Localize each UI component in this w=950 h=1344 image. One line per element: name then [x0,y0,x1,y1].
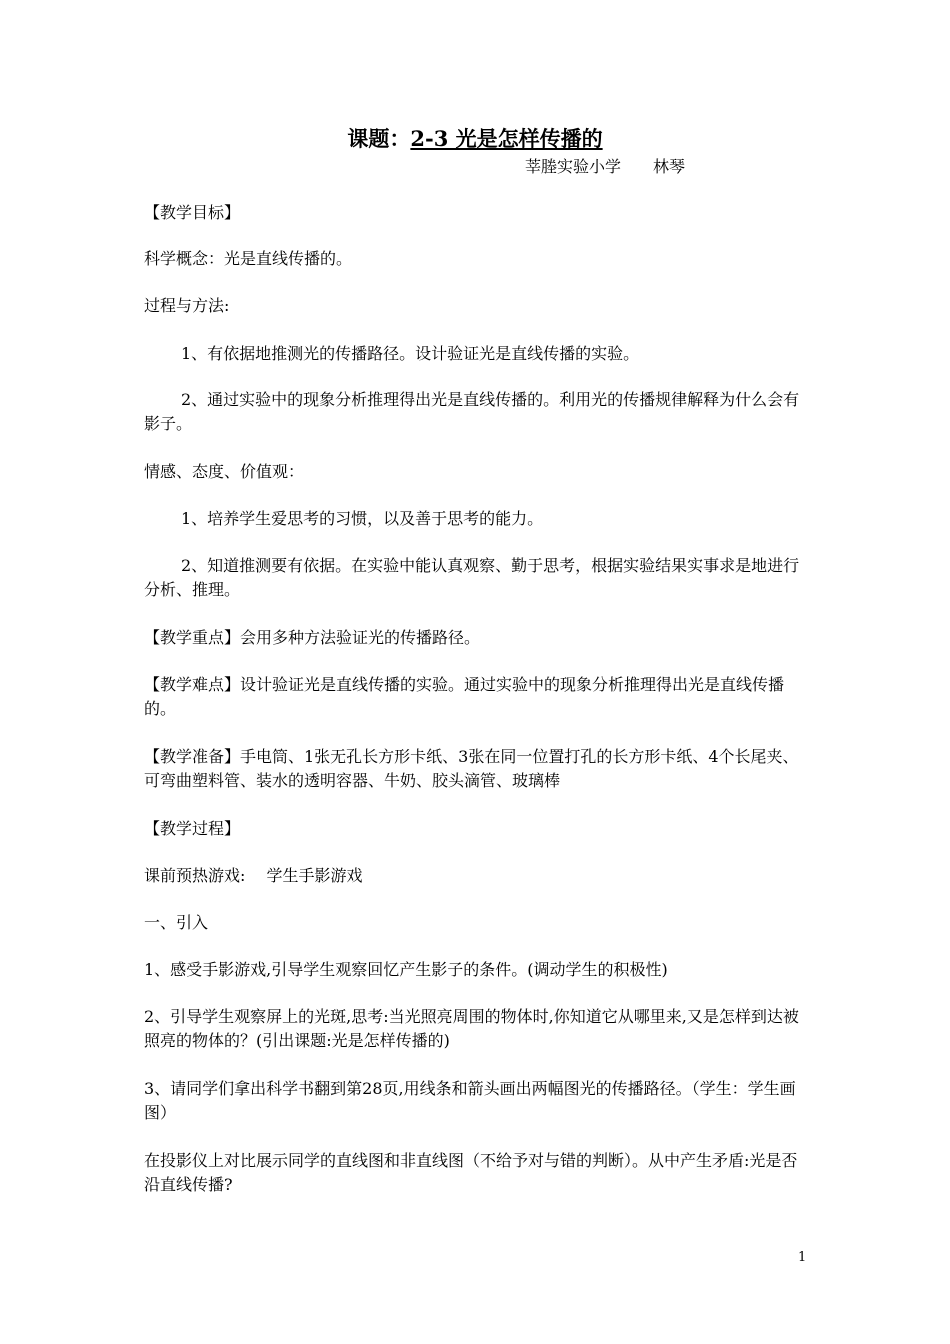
process-method-heading: 过程与方法: [144,296,230,315]
lesson-title [0,123,950,153]
science-concept: 科学概念：光是直线传播的。 [144,249,353,268]
title-main: 2-3 光是怎样传播的 [410,126,603,151]
attitude-item-2: 2、知道推测要有依据。在实验中能认真观察、勤于思考，根据实验结果实事求是地进行分析、推理。 [144,556,800,599]
process-item-1: 1、有依据地推测光的传播路径。设计验证光是直线传播的实验。 [181,344,640,363]
process-item-2: 2、通过实验中的现象分析推理得出光是直线传播的。利用光的传播规律解释为什么会有影子。 [144,390,800,433]
intro-step-3: 3、请同学们拿出科学书翻到第28页,用线条和箭头画出两幅图光的传播路径。（学生：学生画图） [144,1079,796,1122]
page-number: 1 [798,1250,807,1265]
heading-teaching-process: 【教学过程】 [144,819,241,838]
projector-comparison: 在投影仪上对比展示同学的直线图和非直线图（不给予对与错的判断）。从中产生矛盾:光是否沿直线传播? [144,1151,798,1194]
warmup-game: 课前预热游戏: 学生手影游戏 [144,866,363,885]
intro-step-1: 1、感受手影游戏,引导学生观察回忆产生影子的条件。(调动学生的积极性) [144,960,668,979]
teaching-focus: 【教学重点】会用多种方法验证光的传播路径。 [144,628,481,647]
teaching-preparation: 【教学准备】手电筒、1张无孔长方形卡纸、3张在同一位置打孔的长方形卡纸、4个长尾夹、可弯曲塑料管、装水的透明容器、牛奶、胶头滴管、玻璃棒 [144,747,799,790]
author-line: 莘塍实验小学 林琴 [525,157,686,176]
title-prefix: 课题： [347,126,411,151]
intro-step-2: 2、引导学生观察屏上的光斑,思考:当光照亮周围的物体时,你知道它从哪里来,又是怎样到达被照亮的物体的？(引出课题:光是怎样传播的) [144,1007,799,1050]
attitude-item-1: 1、培养学生爱思考的习惯，以及善于思考的能力。 [181,509,544,528]
section-intro: 一、引入 [144,913,209,932]
teaching-difficulty: 【教学难点】设计验证光是直线传播的实验。通过实验中的现象分析推理得出光是直线传播的。 [144,675,785,718]
attitude-heading: 情感、态度、价值观： [144,462,305,481]
heading-teaching-goals: 【教学目标】 [144,203,241,222]
